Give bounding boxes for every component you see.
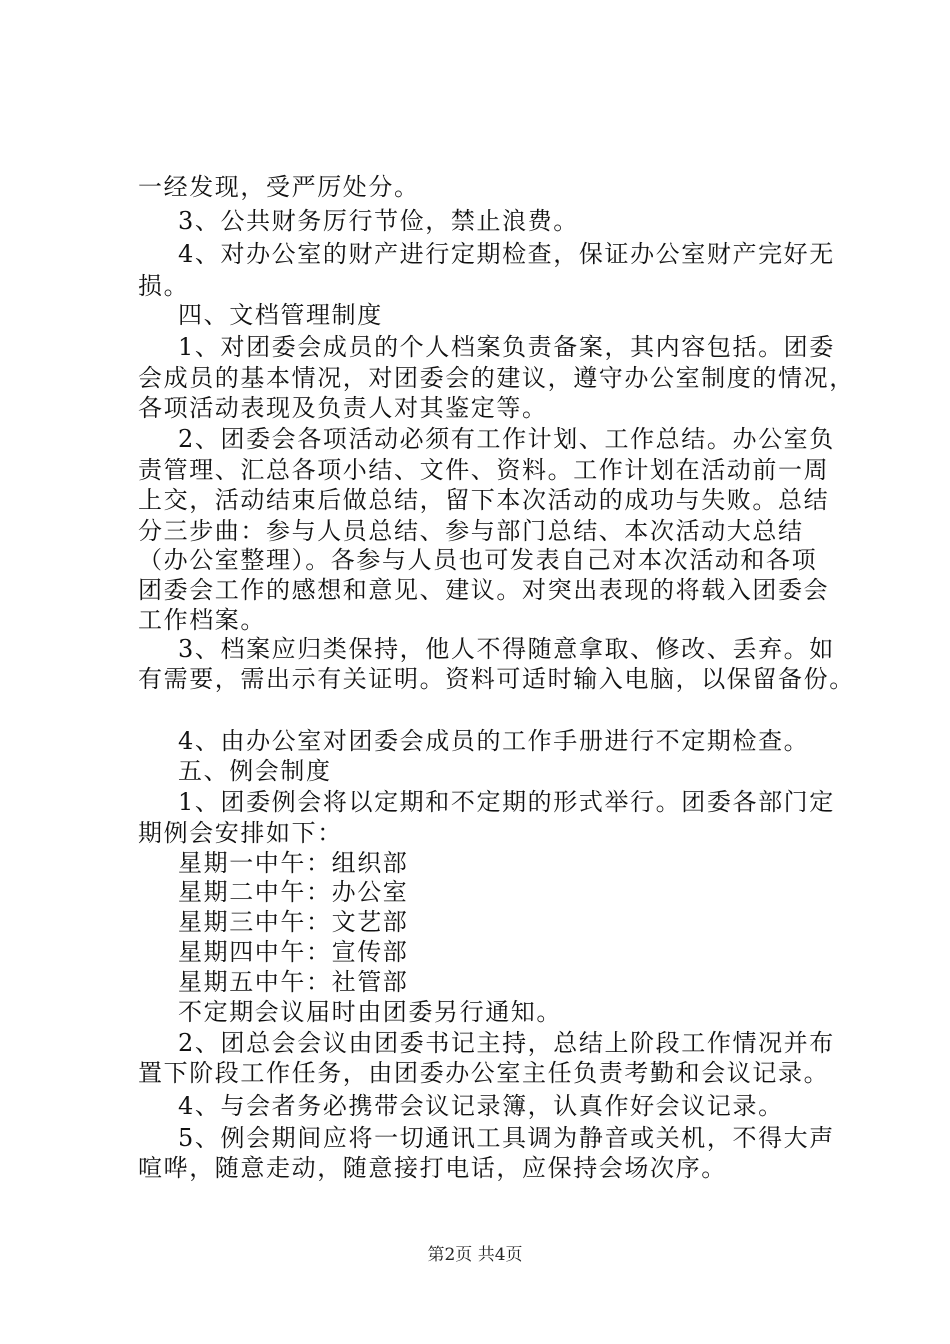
text-line: 1、对团委会成员的个人档案负责备案，其内容包括。团委 [178,333,835,361]
section-heading: 四、文档管理制度 [178,301,383,329]
text-line: 责管理、汇总各项小结、文件、资料。工作计划在活动前一周 [138,456,830,484]
section-heading: 五、例会制度 [178,757,332,785]
text-line: 喧哗，随意走动，随意接打电话，应保持会场次序。 [138,1154,727,1182]
schedule-item: 星期一中午：组织部 [178,849,409,877]
text-line: 4、由办公室对团委会成员的工作手册进行不定期检查。 [178,727,810,755]
text-line: 1、团委例会将以定期和不定期的形式举行。团委各部门定 [178,788,835,816]
schedule-item: 星期五中午：社管部 [178,968,409,996]
text-line: 3、公共财务厉行节俭，禁止浪费。 [178,207,579,235]
text-line: 有需要，需出示有关证明。资料可适时输入电脑，以保留备份。 [138,665,855,693]
text-line: 上交，活动结束后做总结，留下本次活动的成功与失败。总结 [138,486,830,514]
text-line: 工作档案。 [138,606,266,634]
text-line: 各项活动表现及负责人对其鉴定等。 [138,394,548,422]
text-line: 分三步曲：参与人员总结、参与部门总结、本次活动大总结 [138,517,804,545]
text-line: 团委会工作的感想和意见、建议。对突出表现的将载入团委会 [138,576,830,604]
text-line: 2、团总会会议由团委书记主持，总结上阶段工作情况并布 [178,1029,835,1057]
text-line: （办公室整理）。各参与人员也可发表自己对本次活动和各项 [138,546,818,574]
text-line: 4、对办公室的财产进行定期检查，保证办公室财产完好无 [178,240,835,268]
page-number: 第2页 共4页 [427,1245,523,1265]
schedule-item: 星期二中午：办公室 [178,878,409,906]
text-line: 5、例会期间应将一切通讯工具调为静音或关机，不得大声 [178,1124,835,1152]
text-line: 3、档案应归类保持，他人不得随意拿取、修改、丢弃。如 [178,635,835,663]
text-line: 损。 [138,272,190,300]
text-line: 置下阶段工作任务，由团委办公室主任负责考勤和会议记录。 [138,1059,830,1087]
text-line: 一经发现，受严厉处分。 [138,173,420,201]
text-line: 期例会安排如下： [138,819,343,847]
text-line: 会成员的基本情况，对团委会的建议，遵守办公室制度的情况， [138,364,855,392]
text-line: 2、团委会各项活动必须有工作计划、工作总结。办公室负 [178,425,835,453]
schedule-item: 星期四中午：宣传部 [178,938,409,966]
text-line: 4、与会者务必携带会议记录簿，认真作好会议记录。 [178,1092,784,1120]
text-line: 不定期会议届时由团委另行通知。 [178,998,562,1026]
schedule-item: 星期三中午：文艺部 [178,908,409,936]
